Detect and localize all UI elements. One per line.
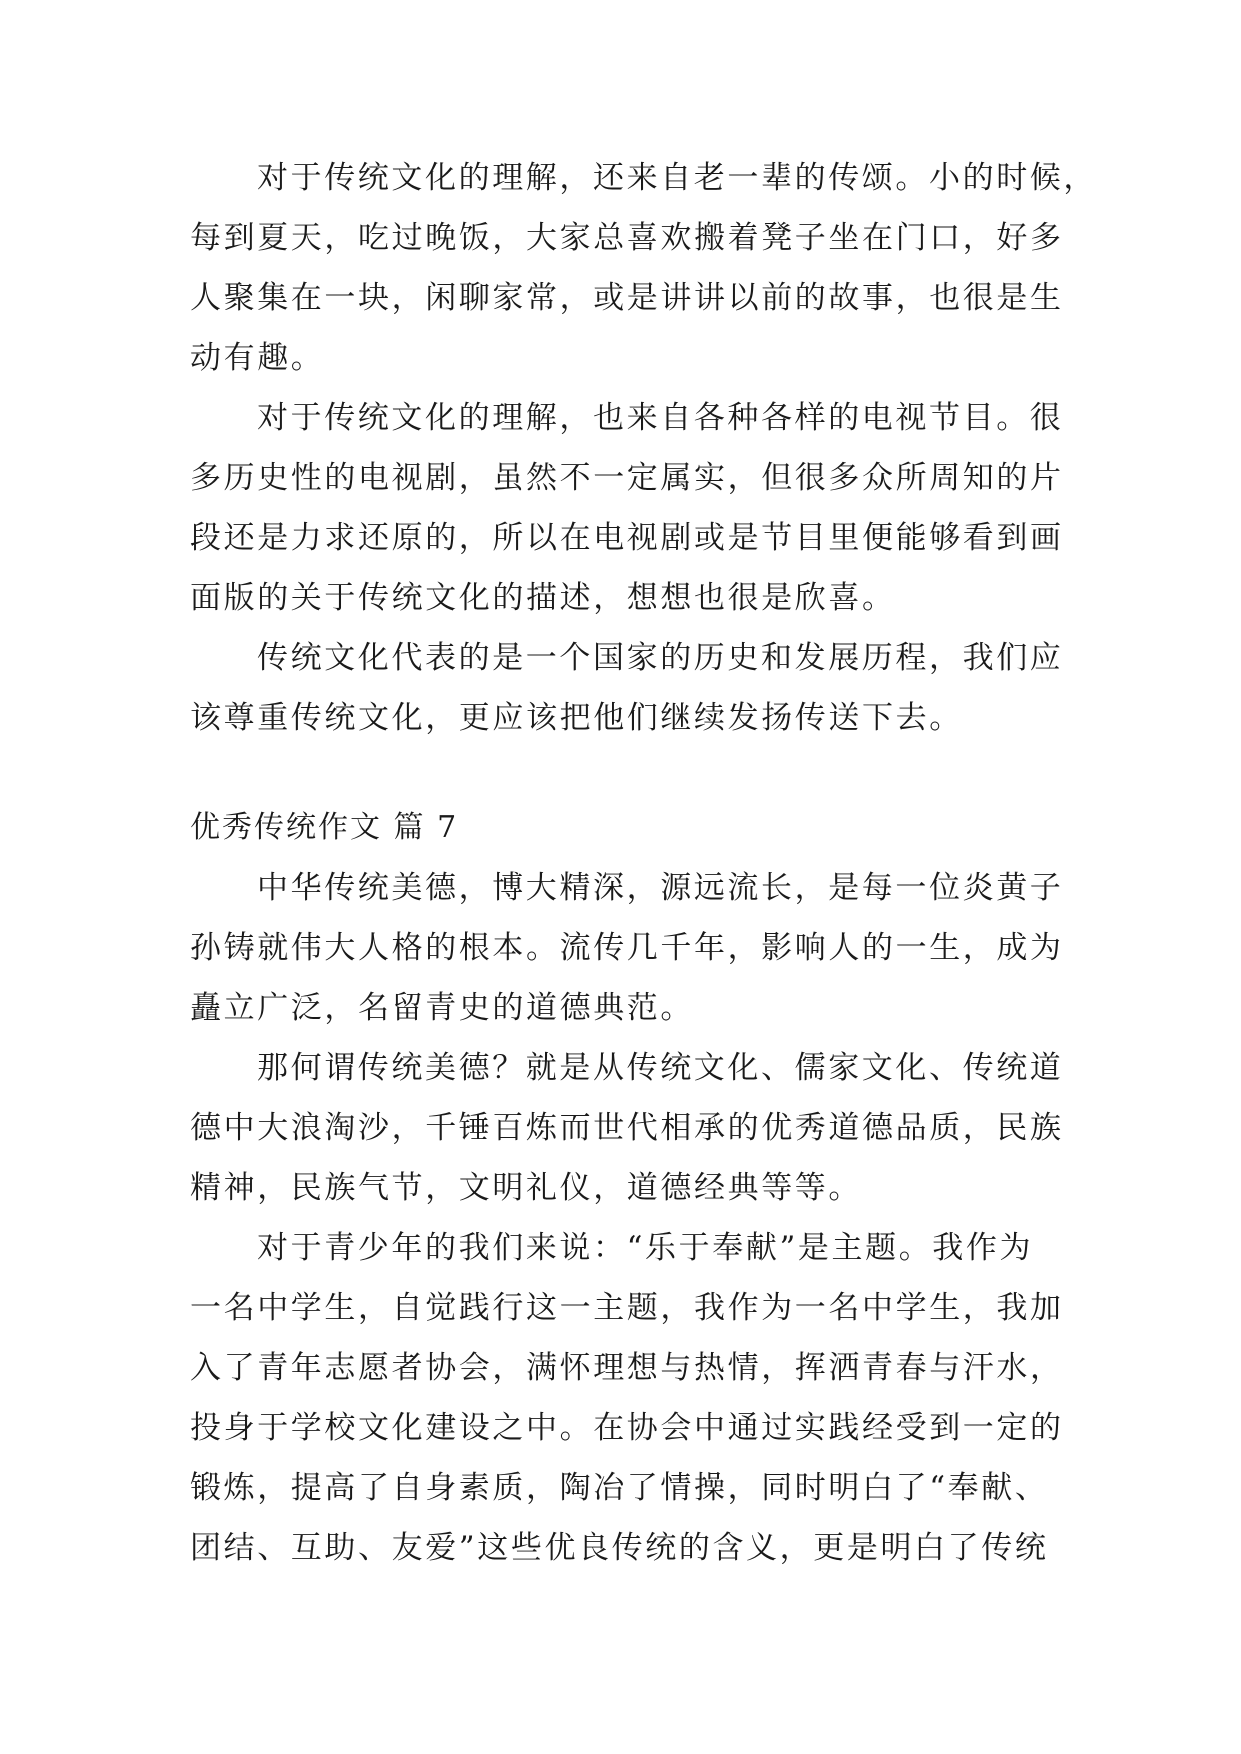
text-line: 锻炼，提高了自身素质，陶冶了情操，同时明白了“奉献、 [190,1470,1049,1506]
text-line: 动有趣。 [190,340,325,376]
text-line: 多历史性的电视剧，虽然不一定属实，但很多众所周知的片 [190,460,1064,496]
text-line: 团结、互助、友爱”这些优良传统的含义，更是明白了传统 [190,1530,1049,1566]
section-heading: 优秀传统作文 篇 7 [190,810,459,845]
text-line: 每到夏天，吃过晚饭，大家总喜欢搬着凳子坐在门口，好多 [190,220,1064,256]
text-line: 入了青年志愿者协会，满怀理想与热情，挥洒青春与汗水， [190,1350,1064,1386]
text-line: 面版的关于传统文化的描述，想想也很是欣喜。 [190,580,896,616]
text-line: 对于青少年的我们来说：“乐于奉献”是主题。我作为 [257,1230,1034,1266]
text-line: 中华传统美德，博大精深，源远流长，是每一位炎黄子 [257,870,1064,906]
text-line: 精神，民族气节，文明礼仪，道德经典等等。 [190,1170,862,1206]
text-line: 那何谓传统美德？就是从传统文化、儒家文化、传统道 [257,1050,1064,1086]
text-line: 孙铸就伟大人格的根本。流传几千年，影响人的一生，成为 [190,930,1064,966]
text-line: 段还是力求还原的，所以在电视剧或是节目里便能够看到画 [190,520,1064,556]
text-line: 人聚集在一块，闲聊家常，或是讲讲以前的故事，也很是生 [190,280,1064,316]
text-line: 一名中学生，自觉践行这一主题，我作为一名中学生，我加 [190,1290,1064,1326]
text-line: 传统文化代表的是一个国家的历史和发展历程，我们应 [257,640,1064,676]
text-line: 矗立广泛，名留青史的道德典范。 [190,990,694,1026]
text-line: 对于传统文化的理解，还来自老一辈的传颂。小的时候， [257,160,1097,196]
text-line: 该尊重传统文化，更应该把他们继续发扬传送下去。 [190,700,963,736]
text-line: 德中大浪淘沙，千锤百炼而世代相承的优秀道德品质，民族 [190,1110,1064,1146]
text-line: 对于传统文化的理解，也来自各种各样的电视节目。很 [257,400,1064,436]
text-line: 投身于学校文化建设之中。在协会中通过实践经受到一定的 [190,1410,1064,1446]
